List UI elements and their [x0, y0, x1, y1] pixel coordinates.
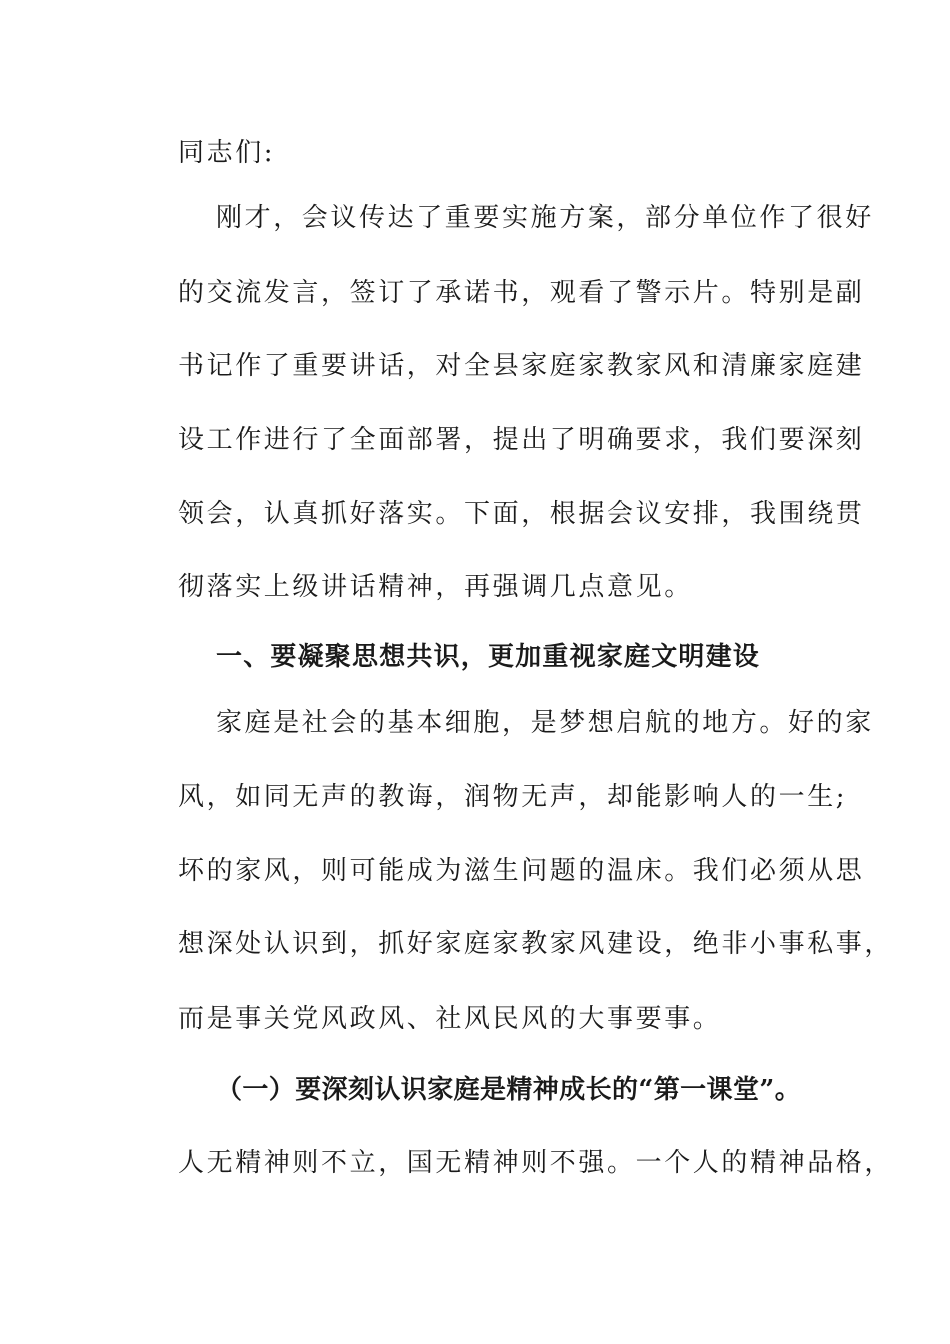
paragraph-line: 彻落实上级讲话精神，再强调几点意见。: [178, 572, 693, 602]
paragraph-line: 想深处认识到，抓好家庭家教家风建设，绝非小事私事，: [178, 929, 894, 959]
paragraph-line: 刚才，会议传达了重要实施方案，部分单位作了很好: [216, 203, 874, 233]
salutation: 同志们:: [178, 138, 276, 168]
paragraph-line: 书记作了重要讲话，对全县家庭家教家风和清廉家庭建: [178, 351, 865, 381]
subsection-heading: （一）要深刻认识家庭是精神成长的“第一课堂”。: [216, 1075, 802, 1105]
section-heading: 一、要凝聚思想共识，更加重视家庭文明建设: [216, 642, 761, 672]
paragraph-line: 领会，认真抓好落实。下面，根据会议安排，我围绕贯: [178, 499, 865, 529]
paragraph-line: 风，如同无声的教诲，润物无声，却能影响人的一生;: [178, 782, 848, 812]
paragraph-line: 人无精神则不立，国无精神则不强。一个人的精神品格，: [178, 1148, 894, 1178]
paragraph-line: 坏的家风，则可能成为滋生问题的温床。我们必须从思: [178, 856, 865, 886]
paragraph-line: 家庭是社会的基本细胞，是梦想启航的地方。好的家: [216, 708, 874, 738]
paragraph-line: 的交流发言，签订了承诺书，观看了警示片。特别是副: [178, 278, 865, 308]
paragraph-line: 而是事关党风政风、社风民风的大事要事。: [178, 1004, 722, 1034]
paragraph-line: 设工作进行了全面部署，提出了明确要求，我们要深刻: [178, 425, 865, 455]
